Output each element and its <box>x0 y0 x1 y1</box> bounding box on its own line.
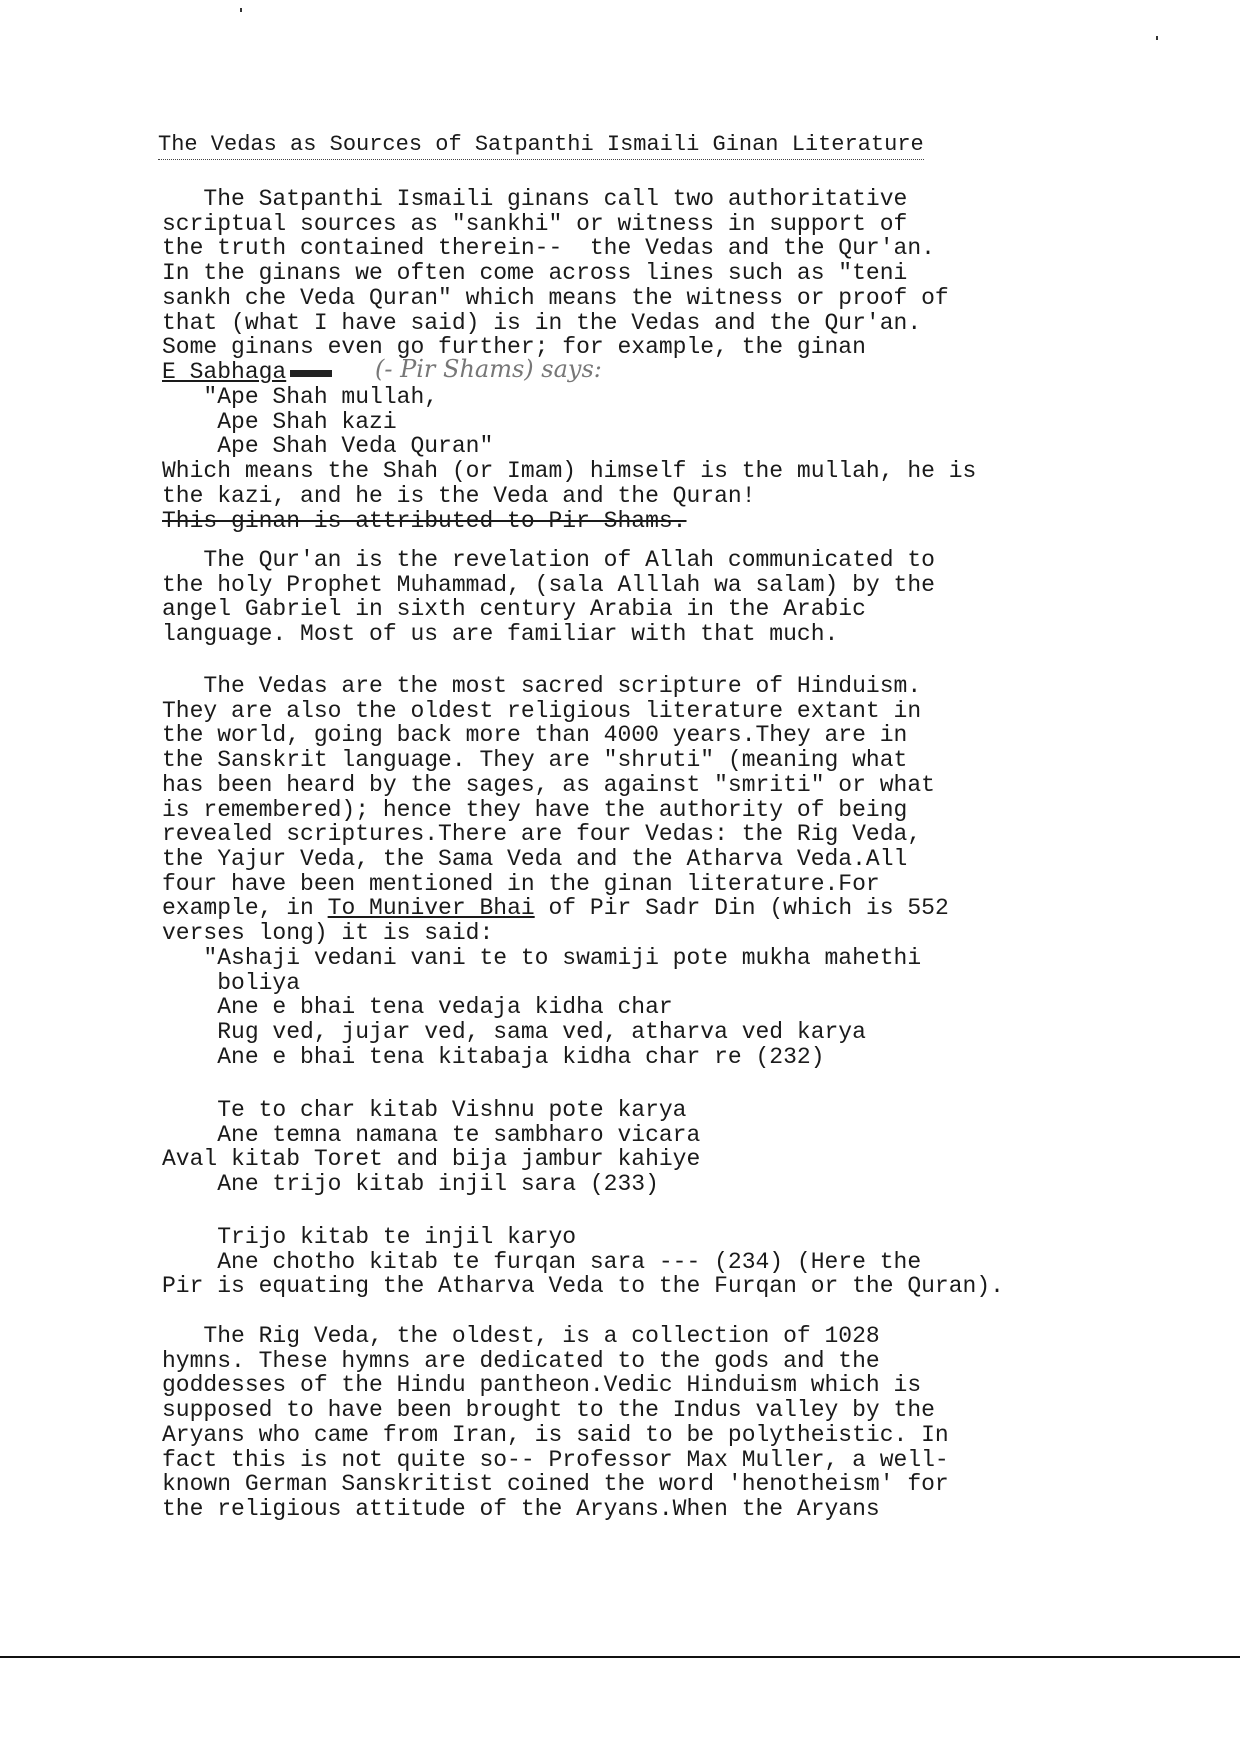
text-segment: of Pir Sadr Din (which is 552 <box>534 895 949 921</box>
ginan-reference-title: To Muniver Bhai <box>327 895 535 921</box>
scan-speck <box>240 8 242 12</box>
paragraph-vedas-reference-line <box>162 896 949 921</box>
ginan-name: E Sabhaga <box>162 359 287 385</box>
scan-speck <box>1156 36 1158 40</box>
struck-out-line: This ginan is attributed to Pir Shams. <box>162 508 687 534</box>
document-title: The Vedas as Sources of Satpanthi Ismaili Ginan Literature <box>158 132 924 160</box>
quote-ape-shah: "Ape Shah mullah, Ape Shah kazi Ape Shah Veda Quran" <box>203 384 494 460</box>
quote-explanation: Which means the Shah (or Imam) himself is the mullah, he is the kazi, and he is the Veda and the Quran! <box>162 458 977 509</box>
scribbled-out-word <box>290 370 332 377</box>
paragraph-quran: The Qur'an is the revelation of Allah communicated to the holy Prophet Muhammad, (sala Alllah wa salam) by the angel Gabriel in sixth century Arabia in the Arabic language. Most of us are familiar with that much. <box>162 547 935 648</box>
ginan-title-line <box>162 360 286 385</box>
handwritten-note: (- Pir Shams) says: <box>375 355 602 383</box>
paragraph-rig-veda: The Rig Veda, the oldest, is a collection of 1028 hymns. These hymns are dedicated to the gods and the goddesses of the Hindu pantheon.Vedic Hinduism which is supposed to have been brought to the Indus valley by the Aryans who came from Iran, is said to be polytheistic. In fact this is not quite so-- Professor Max Muller, a well- known German Sanskritist coined the word 'henotheism' for the religious attitude of the Aryans.When the Aryans <box>162 1323 949 1522</box>
verse-234: Trijo kitab te injil karyo Ane chotho kitab te furqan sara --- (234) (Here the Pir is equating the Atharva Veda to the Furqan or the Quran). <box>162 1224 1004 1300</box>
paragraph-intro: The Satpanthi Ismaili ginans call two authoritative scriptual sources as "sankhi" or witness in support of the truth contained therein-- the Vedas and the Qur'an. In the ginans we often come across lines such as "teni sankh che Veda Quran" which means the witness or proof of that (what I have said) is in the Vedas and the Qur'an. Some ginans even go further; for example, the ginan <box>162 186 949 361</box>
text-segment: example, in <box>162 895 328 921</box>
verse-233: Te to char kitab Vishnu pote karya Ane temna namana te sambharo vicara Aval kitab Toret and bija jambur kahiye Ane trijo kitab injil sara (233) <box>162 1097 701 1198</box>
verse-232: "Ashaji vedani vani te to swamiji pote mukha mahethi boliya Ane e bhai tena vedaja kidha char Rug ved, jujar ved, sama ved, atharva ved karya Ane e bhai tena kitabaja kidha char re (232) <box>203 945 922 1070</box>
bottom-rule <box>0 1656 1240 1658</box>
paragraph-vedas-last-line: verses long) it is said: <box>162 920 494 946</box>
paragraph-vedas: The Vedas are the most sacred scripture of Hinduism. They are also the oldest religious literature extant in the world, going back more than 4000 years.They are in the Sanskrit language. They are "shruti" (meaning what has been heard by the sages, as against "smriti" or what is remembered); hence they have the authority of being revealed scriptures.There are four Vedas: the Rig Veda, the Yajur Veda, the Sama Veda and the Atharva Veda.All four have been mentioned in the ginan literature.For <box>162 673 935 897</box>
